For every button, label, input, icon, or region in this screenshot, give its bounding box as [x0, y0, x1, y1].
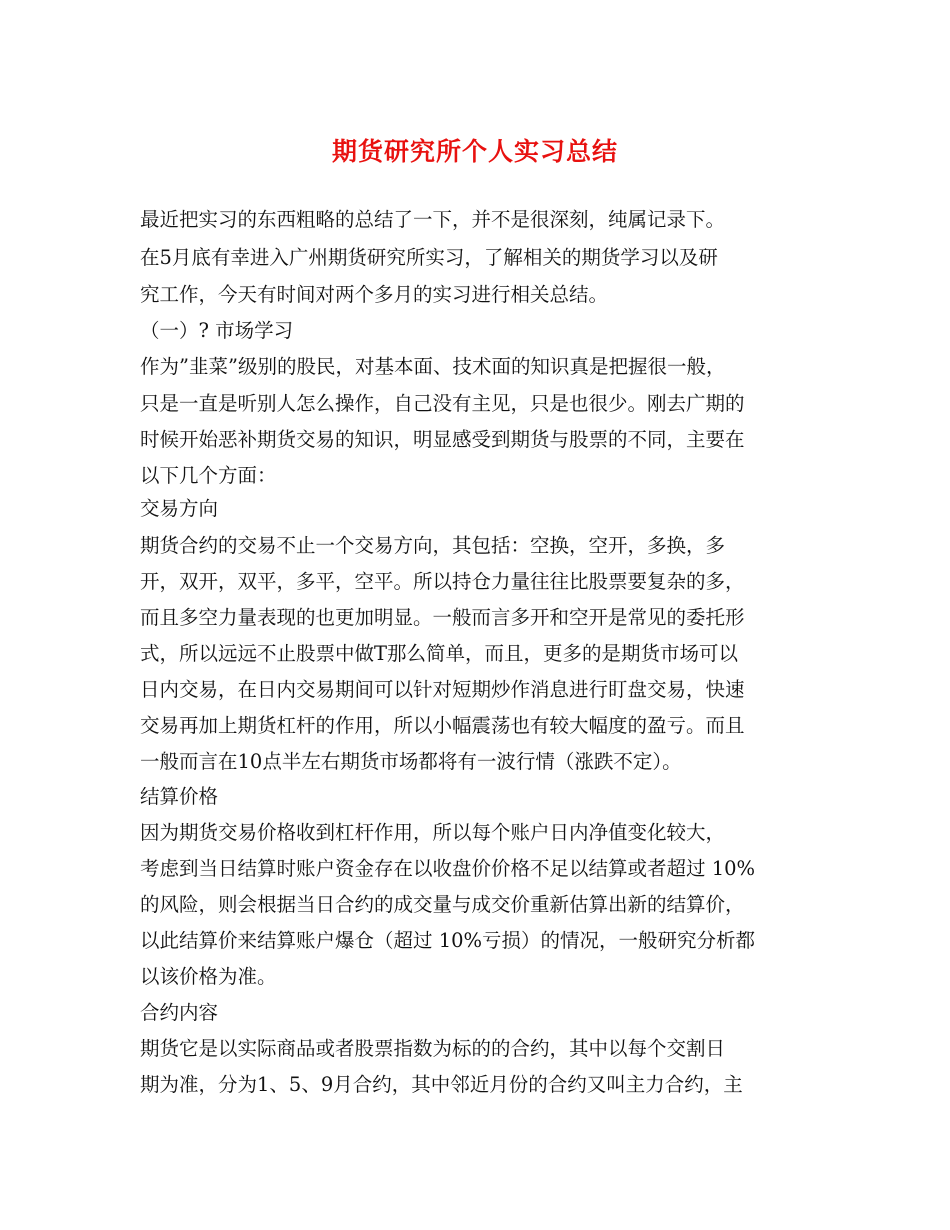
paragraph-line: 的风险，则会根据当日合约的成交量与成交价重新估算出新的结算价， [140, 893, 745, 916]
paragraph-line: 一般而言在10点半左右期货市场都将有一波行情（涨跌不定）。 [140, 750, 682, 773]
paragraph-line: 开，双开，双平，多平，空平。所以持仓力量往往比股票要复杂的多， [140, 570, 745, 593]
paragraph-line: 以此结算价来结算账户爆仓（超过 10%亏损）的情况，一般研究分析都 [140, 929, 756, 952]
paragraph-line: 究工作，今天有时间对两个多月的实习进行相关总结。 [140, 283, 609, 306]
paragraph-line: 期货它是以实际商品或者股票指数为标的的合约，其中以每个交割日 [140, 1037, 726, 1060]
paragraph-line: 期为准，分为1、5、9月合约，其中邻近月份的合约又叫主力合约，主 [140, 1073, 743, 1096]
subsection-heading: 交易方向 [140, 497, 219, 520]
paragraph-line: 考虑到当日结算时账户资金存在以收盘价价格不足以结算或者超过 10% [140, 857, 756, 880]
paragraph-line: 交易再加上期货杠杆的作用，所以小幅震荡也有较大幅度的盈亏。而且 [140, 714, 745, 737]
paragraph-line: 期货合约的交易不止一个交易方向，其包括：空换，空开，多换，多 [140, 534, 726, 557]
paragraph-line: 只是一直是听别人怎么操作，自己没有主见，只是也很少。刚去广期的 [140, 392, 745, 415]
document-title: 期货研究所个人实习总结 [331, 137, 618, 166]
paragraph-line: 式，所以远远不止股票中做T那么简单，而且，更多的是期货市场可以 [140, 642, 739, 665]
paragraph-line: 以该价格为准。 [140, 965, 277, 988]
paragraph-line: 在5月底有幸进入广州期货研究所实习，了解相关的期货学习以及研 [140, 246, 718, 269]
subsection-heading: 结算价格 [140, 785, 219, 808]
section-heading: （一）? 市场学习 [140, 319, 294, 342]
paragraph-line: 最近把实习的东西粗略的总结了一下，并不是很深刻，纯属记录下。 [140, 208, 726, 231]
subsection-heading: 合约内容 [140, 1001, 219, 1024]
paragraph-line: 而且多空力量表现的也更加明显。一般而言多开和空开是常见的委托形 [140, 606, 745, 629]
paragraph-line: 作为”韭菜”级别的股民，对基本面、技术面的知识真是把握很一般， [140, 355, 726, 378]
paragraph-line: 以下几个方面： [140, 464, 277, 487]
paragraph-line: 因为期货交易价格收到杠杆作用，所以每个账户日内净值变化较大， [140, 821, 726, 844]
paragraph-line: 时候开始恶补期货交易的知识，明显感受到期货与股票的不同，主要在 [140, 428, 745, 451]
paragraph-line: 日内交易，在日内交易期间可以针对短期炒作消息进行盯盘交易，快速 [140, 678, 745, 701]
